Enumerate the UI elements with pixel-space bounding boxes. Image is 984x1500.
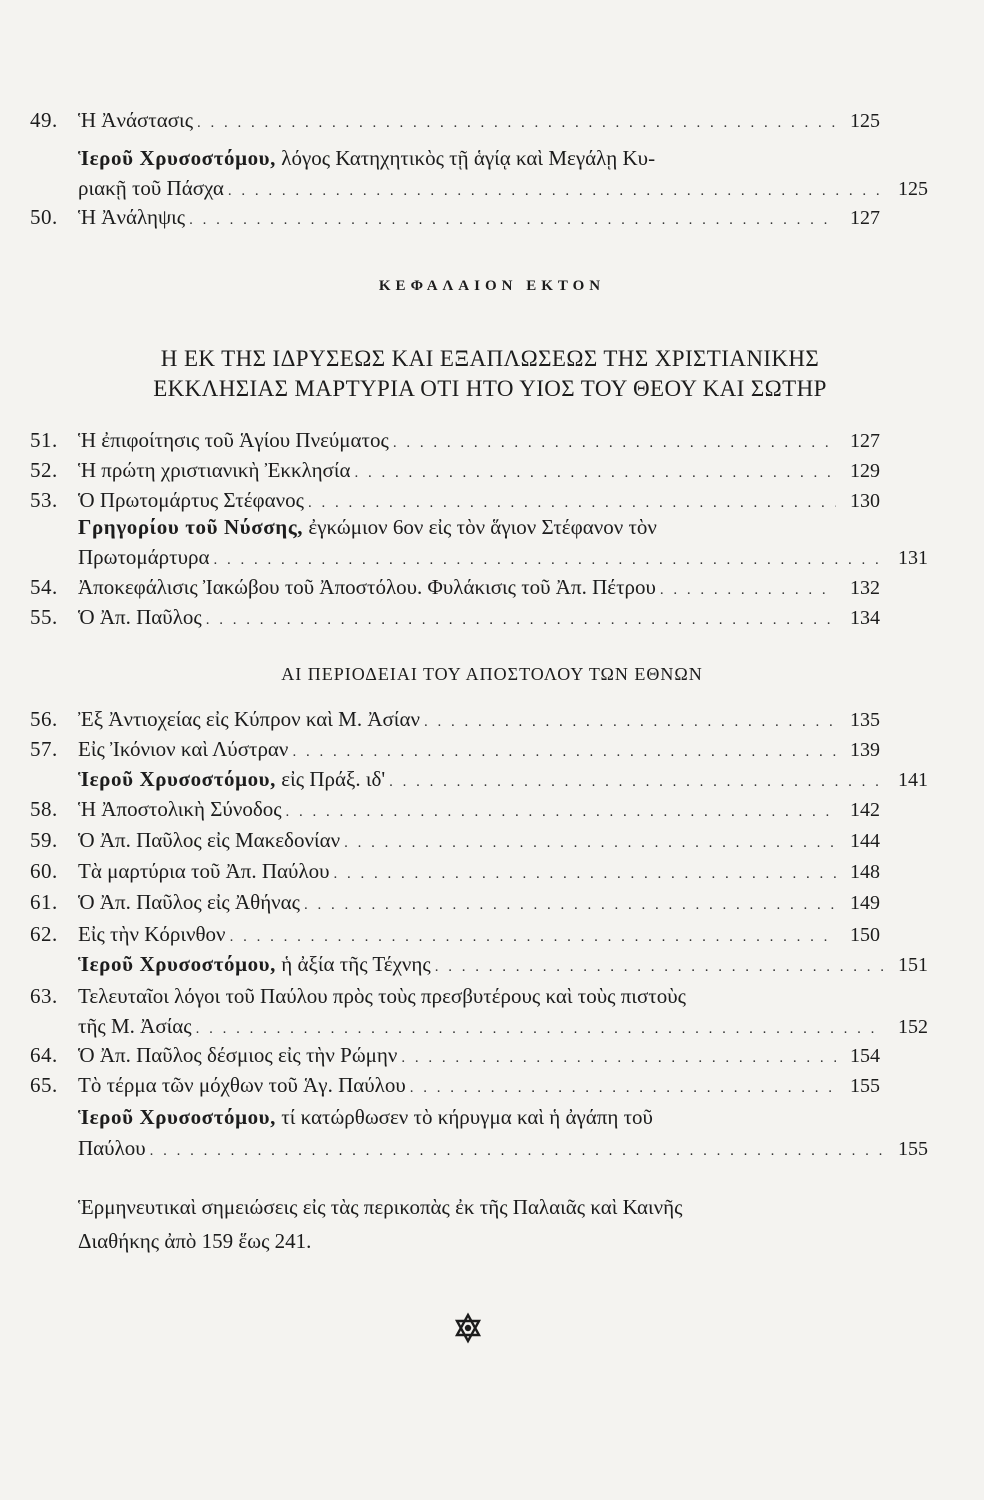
entry-page: 142 [850,799,880,821]
chapter-title-line-1: Η ΕΚ ΤΗΣ ΙΔΡΥΣΕΩΣ ΚΑΙ ΕΞΑΠΛΩΣΕΩΣ ΤΗΣ ΧΡΙΣΤΙΑΝΙΚΗΣ [160,346,820,371]
entry-title: Ἀποκεφάλισις Ἰακώβου τοῦ Ἀποστόλου. Φυλάκισις τοῦ Ἀπ. Πέτρου [78,575,656,599]
toc-entry-64 [30,1043,880,1068]
entry-title: Εἰς τὴν Κόρινθον [78,922,226,946]
entry-page: 125 [898,178,928,200]
leader-dots [228,183,884,200]
entry-page: 154 [850,1045,880,1067]
closing-note [78,1190,878,1258]
leader-dots [292,744,836,761]
toc-subentry-continuation [30,545,928,570]
leader-dots [410,1080,836,1097]
leader-dots [206,612,836,629]
chapter-title-line-2: ΕΚΚΛΗΣΙΑΣ ΜΑΡΤΥΡΙΑ ΟΤΙ ΗΤΟ ΥΙΟΣ ΤΟΥ ΘΕΟΥ ΚΑΙ ΣΩΤΗΡ [153,376,827,401]
leader-dots [304,897,836,914]
toc-entry-56 [30,707,880,732]
entry-title: Παύλου [78,1136,146,1160]
leader-dots [334,866,836,883]
leader-dots [230,929,836,946]
entry-author: Ἱεροῦ Χρυσοστόμου, [78,952,277,976]
entry-title: Ἡ Ἀνάληψις [78,205,186,229]
toc-entry-55 [30,605,880,630]
entry-number: 53. [30,488,58,512]
leader-dots [389,774,884,791]
entry-page: 130 [850,490,880,512]
leader-dots [435,959,884,976]
leader-dots [189,212,836,229]
entry-title: τί κατώρθωσεν τὸ κήρυγμα καὶ ἡ ἀγάπη τοῦ [276,1105,653,1129]
entry-number: 50. [30,205,58,229]
toc-entry-62 [30,922,880,947]
entry-page: 155 [898,1138,928,1160]
entry-title: Ἡ Ἀποστολικὴ Σύνοδος [78,797,282,821]
entry-page: 125 [850,110,880,132]
entry-number: 63. [30,984,58,1008]
entry-title: Τὰ μαρτύρια τοῦ Ἀπ. Παύλου [78,859,330,883]
toc-entry-53 [30,488,880,513]
entry-title: Ὁ Ἀπ. Παῦλος [78,605,202,629]
entry-author: Ἱεροῦ Χρυσοστόμου, [78,767,277,791]
entry-title: Ἡ Ἀνάστασις [78,108,194,132]
toc-subentry-chrysostom-art [30,952,928,977]
toc-subentry-chrysostom-catechetical [30,146,928,171]
toc-entry-52 [30,458,880,483]
entry-title: Ὁ Ἀπ. Παῦλος δέσμιος εἰς τὴν Ρώμην [78,1043,398,1067]
entry-page: 141 [898,769,928,791]
entry-number: 54. [30,575,58,599]
entry-page: 127 [850,207,880,229]
ornament-icon [452,1312,484,1344]
entry-number: 61. [30,890,58,914]
entry-title: Ὁ Ἀπ. Παῦλος εἰς Ἀθήνας [78,890,300,914]
entry-title: Ὁ Ἀπ. Παῦλος εἰς Μακεδονίαν [78,828,341,852]
entry-title: τῆς Μ. Ἀσίας [78,1014,192,1038]
entry-number: 52. [30,458,58,482]
entry-title: Ὁ Πρωτομάρτυς Στέφανος [78,488,304,512]
entry-page: 150 [850,924,880,946]
leader-dots [660,582,836,599]
entry-author: Ἱεροῦ Χρυσοστόμου, [78,146,277,170]
entry-page: 129 [850,460,880,482]
entry-title: ἐγκώμιον 6ον εἰς τὸν ἅγιον Στέφανον τὸν [303,515,657,539]
entry-page: 155 [850,1075,880,1097]
entry-title: ριακῇ τοῦ Πάσχα [78,176,224,200]
entry-title: Ἡ ἐπιφοίτησις τοῦ Ἁγίου Πνεύματος [78,428,389,452]
closing-note-line-2: Διαθήκης ἀπὸ 159 ἕως 241. [78,1229,312,1253]
entry-number: 55. [30,605,58,629]
entry-page: 149 [850,892,880,914]
entry-title: Τελευταῖοι λόγοι τοῦ Παύλου πρὸς τοὺς πρεσβυτέρους καὶ τοὺς πιστοὺς [78,984,686,1008]
entry-author: Ἱεροῦ Χρυσοστόμου, [78,1105,277,1129]
entry-page: 144 [850,830,880,852]
toc-entry-61 [30,890,880,915]
toc-entry-65 [30,1073,880,1098]
entry-page: 139 [850,739,880,761]
leader-dots [286,804,836,821]
closing-note-line-1: Ἑρμηνευτικαὶ σημειώσεις εἰς τὰς περικοπὰς ἐκ τῆς Παλαιᾶς καὶ Καινῆς [78,1195,683,1219]
toc-entry-54 [30,575,880,600]
leader-dots [344,835,836,852]
toc-entry-60 [30,859,880,884]
entry-page: 132 [850,577,880,599]
leader-dots [196,1021,884,1038]
toc-subentry-continuation [30,1014,928,1039]
toc-entry-58 [30,797,880,822]
leader-dots [424,714,836,731]
entry-title: Εἰς Ἰκόνιον καὶ Λύστραν [78,737,289,761]
entry-number: 60. [30,859,58,883]
leader-dots [308,495,836,512]
entry-page: 135 [850,709,880,731]
entry-title: εἰς Πράξ. ιδ' [276,767,386,791]
entry-page: 148 [850,861,880,883]
entry-page: 151 [898,954,928,976]
toc-subentry-chrysostom-preaching [30,1105,928,1130]
entry-number: 64. [30,1043,58,1067]
entry-number: 65. [30,1073,58,1097]
entry-page: 152 [898,1016,928,1038]
toc-entry-49 [30,108,880,133]
section-subheading: ΑΙ ΠΕΡΙΟΔΕΙΑΙ ΤΟΥ ΑΠΟΣΤΟΛΟΥ ΤΩΝ ΕΘΝΩΝ [281,664,703,684]
leader-dots [393,435,836,452]
entry-title: ἡ ἀξία τῆς Τέχνης [276,952,431,976]
toc-subentry-continuation [30,176,928,201]
toc-entry-63 [30,984,880,1009]
entry-page: 134 [850,607,880,629]
entry-number: 56. [30,707,58,731]
entry-author: Γρηγορίου τοῦ Νύσσης, [78,515,304,539]
entry-number: 62. [30,922,58,946]
toc-entry-50 [30,205,880,230]
toc-subentry-gregory-nyssa [30,515,928,540]
entry-number: 58. [30,797,58,821]
entry-title: Ἡ πρώτη χριστιανικὴ Ἐκκλησία [78,458,351,482]
chapter-heading: ΚΕΦΑΛΑΙΟΝ ΕΚΤΟΝ [378,278,606,294]
entry-page: 131 [898,547,928,569]
toc-subentry-continuation [30,1136,928,1161]
entry-page: 127 [850,430,880,452]
entry-title: λόγος Κατηχητικὸς τῇ ἁγίᾳ καὶ Μεγάλῃ Κυ- [276,146,656,170]
leader-dots [150,1143,884,1160]
toc-entry-59 [30,828,880,853]
entry-title: Πρωτομάρτυρα [78,545,210,569]
leader-dots [213,552,884,569]
entry-number: 49. [30,108,58,132]
entry-title: Τὸ τέρμα τῶν μόχθων τοῦ Ἁγ. Παύλου [78,1073,406,1097]
toc-entry-57 [30,737,880,762]
entry-number: 59. [30,828,58,852]
leader-dots [401,1050,836,1067]
toc-subentry-chrysostom-acts [30,767,928,792]
leader-dots [197,115,836,132]
entry-number: 51. [30,428,58,452]
leader-dots [355,465,836,482]
entry-number: 57. [30,737,58,761]
entry-title: Ἐξ Ἀντιοχείας εἰς Κύπρον καὶ Μ. Ἀσίαν [78,707,420,731]
toc-entry-51 [30,428,880,453]
